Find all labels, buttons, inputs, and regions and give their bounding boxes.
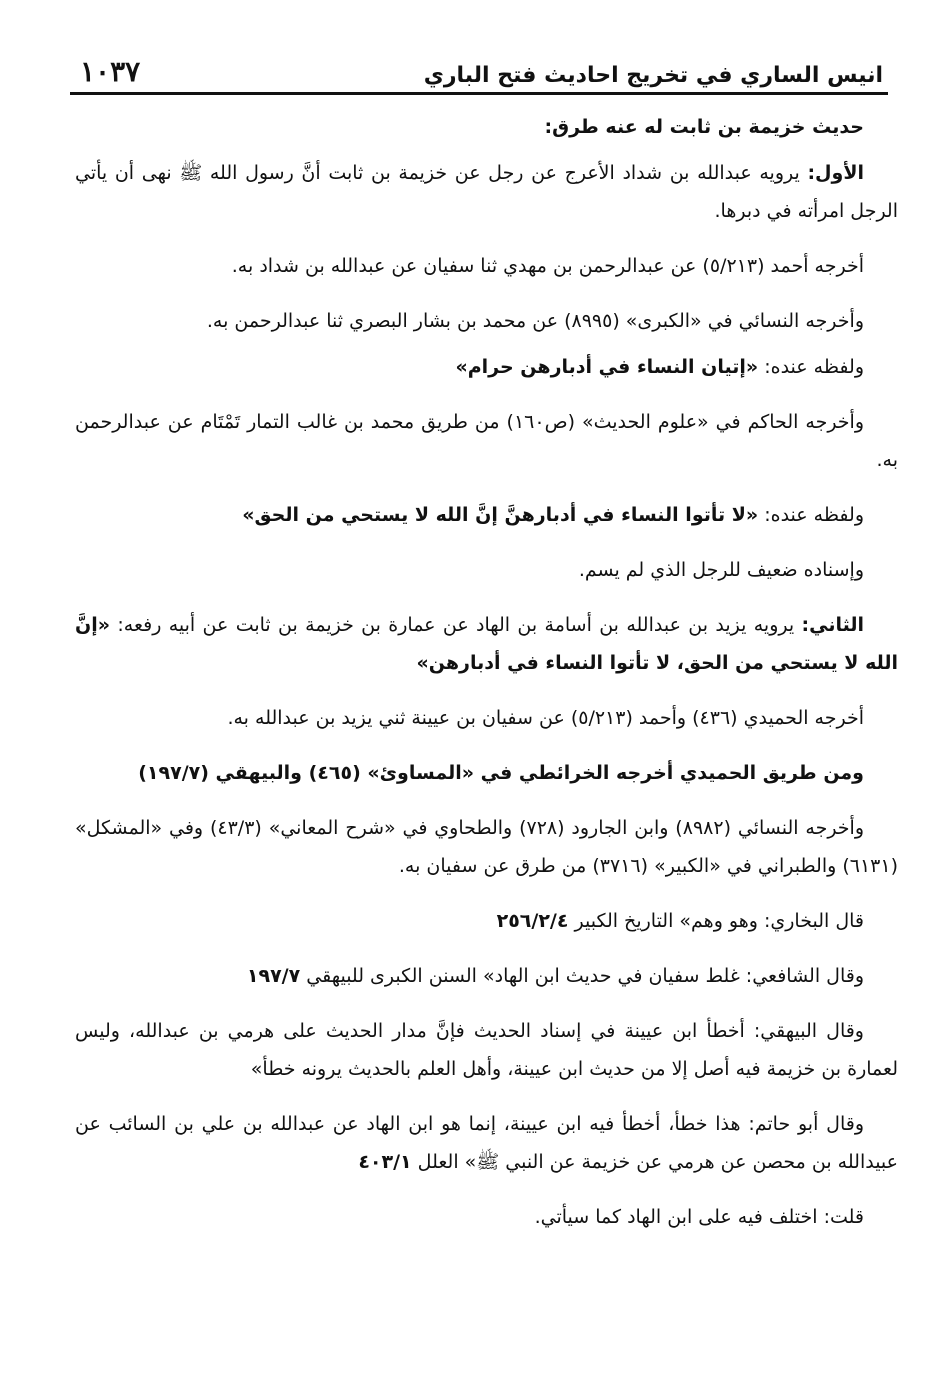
paragraph-wording-1	[75, 348, 898, 386]
header-rule	[70, 92, 888, 95]
paragraph-humaydi: أخرجه الحميدي (٤٣٦) وأحمد (٥/٢١٣) عن سفيان بن عيينة ثني يزيد بن عبدالله به.	[227, 707, 864, 729]
shafii-text: وقال الشافعي: غلط سفيان في حديث ابن الهاد» السنن الكبرى للبيهقي	[300, 965, 864, 987]
wording-intro-2: ولفظه عنده:	[758, 504, 864, 526]
section-heading: حديث خزيمة بن ثابت له عنه طرق:	[544, 116, 864, 138]
paragraph-isnad-weak: وإسناده ضعيف للرجل الذي لم يسم.	[578, 559, 864, 581]
abu-hatim-text: وقال أبو حاتم: هذا خطأ، أخطأ فيه ابن عيينة، إنما هو ابن الهاد عن عبدالله بن علي بن السائب عن عبيدالله بن محصن عن هرمي عن خزيمة عن النبي ﷺ» العلل	[75, 1113, 898, 1173]
bukhari-ref: ٢٥٦/٢/٤	[496, 910, 569, 932]
label-second: الثاني:	[801, 614, 864, 636]
wording-quote-1: «إتيان النساء في أدبارهن حرام»	[455, 356, 759, 378]
paragraph-second-route	[75, 606, 898, 682]
paragraph-hakim: وأخرجه الحاكم في «علوم الحديث» (ص١٦٠) من طريق محمد بن غالب التمار تَمْتَام عن عبدالرحمن به.	[75, 411, 898, 471]
paragraph-kharaiti: ومن طريق الحميدي أخرجه الخرائطي في «المساوئ» (٤٦٥) والبيهقي (١٩٧/٧)	[138, 762, 864, 784]
paragraph-wording-2	[75, 496, 898, 534]
paragraph-nasai-2: وأخرجه النسائي (٨٩٨٢) وابن الجارود (٧٢٨) والطحاوي في «شرح المعاني» (٤٣/٣) وفي «المشكل» (٦١٣١) والطبراني في «الكبير» (٣٧١٦) من طرق عن سفيان به.	[75, 817, 898, 877]
wording-intro-1: ولفظه عنده:	[758, 356, 864, 378]
paragraph-ahmad: أخرجه أحمد (٥/٢١٣) عن عبدالرحمن بن مهدي ثنا سفيان عن عبدالله بن شداد به.	[231, 255, 864, 277]
paragraph-shafii	[75, 957, 898, 995]
label-first: الأول:	[807, 162, 864, 184]
paragraph-nasai: وأخرجه النسائي في «الكبرى» (٨٩٩٥) عن محمد بن بشار البصري ثنا عبدالرحمن به.	[206, 310, 864, 332]
bukhari-text: قال البخاري: وهو وهم» التاريخ الكبير	[568, 910, 864, 932]
text-first-route: يرويه عبدالله بن شداد الأعرج عن رجل عن خزيمة بن ثابت أنَّ رسول الله ﷺ نهى أن يأتي الرجل امرأته في دبرها.	[75, 162, 898, 222]
paragraph-abu-hatim	[75, 1105, 898, 1181]
page-number: ١٠٣٧	[80, 55, 141, 88]
shafii-ref: ١٩٧/٧	[246, 965, 301, 987]
abu-hatim-ref: ٤٠٣/١	[358, 1151, 412, 1173]
paragraph-bayhaqi: وقال البيهقي: أخطأ ابن عيينة في إسناد الحديث فإنَّ مدار الحديث على هرمي بن عبدالله، وليس لعمارة بن خزيمة فيه أصل إلا من حديث ابن عيينة، وأهل العلم بالحديث يرونه خطأ»	[75, 1020, 898, 1080]
paragraph-first-route	[75, 154, 898, 230]
wording-quote-2: «لا تأتوا النساء في أدبارهنَّ إنَّ الله لا يستحي من الحق»	[242, 504, 759, 526]
paragraph-conclusion: قلت: اختلف فيه على ابن الهاد كما سيأتي.	[534, 1206, 864, 1228]
wording-quote-3: «إنَّ الله لا يستحي من الحق، لا تأتوا النساء في أدبارهن»	[75, 614, 898, 674]
page-header	[80, 48, 883, 88]
main-text	[75, 108, 898, 1253]
text-second-route: يرويه يزيد بن عبدالله بن أسامة بن الهاد عن عمارة بن خزيمة بن ثابت عن أبيه رفعه:	[110, 614, 802, 636]
running-title: انيس الساري في تخريج احاديث فتح الباري	[423, 63, 883, 88]
paragraph-bukhari	[75, 902, 898, 940]
